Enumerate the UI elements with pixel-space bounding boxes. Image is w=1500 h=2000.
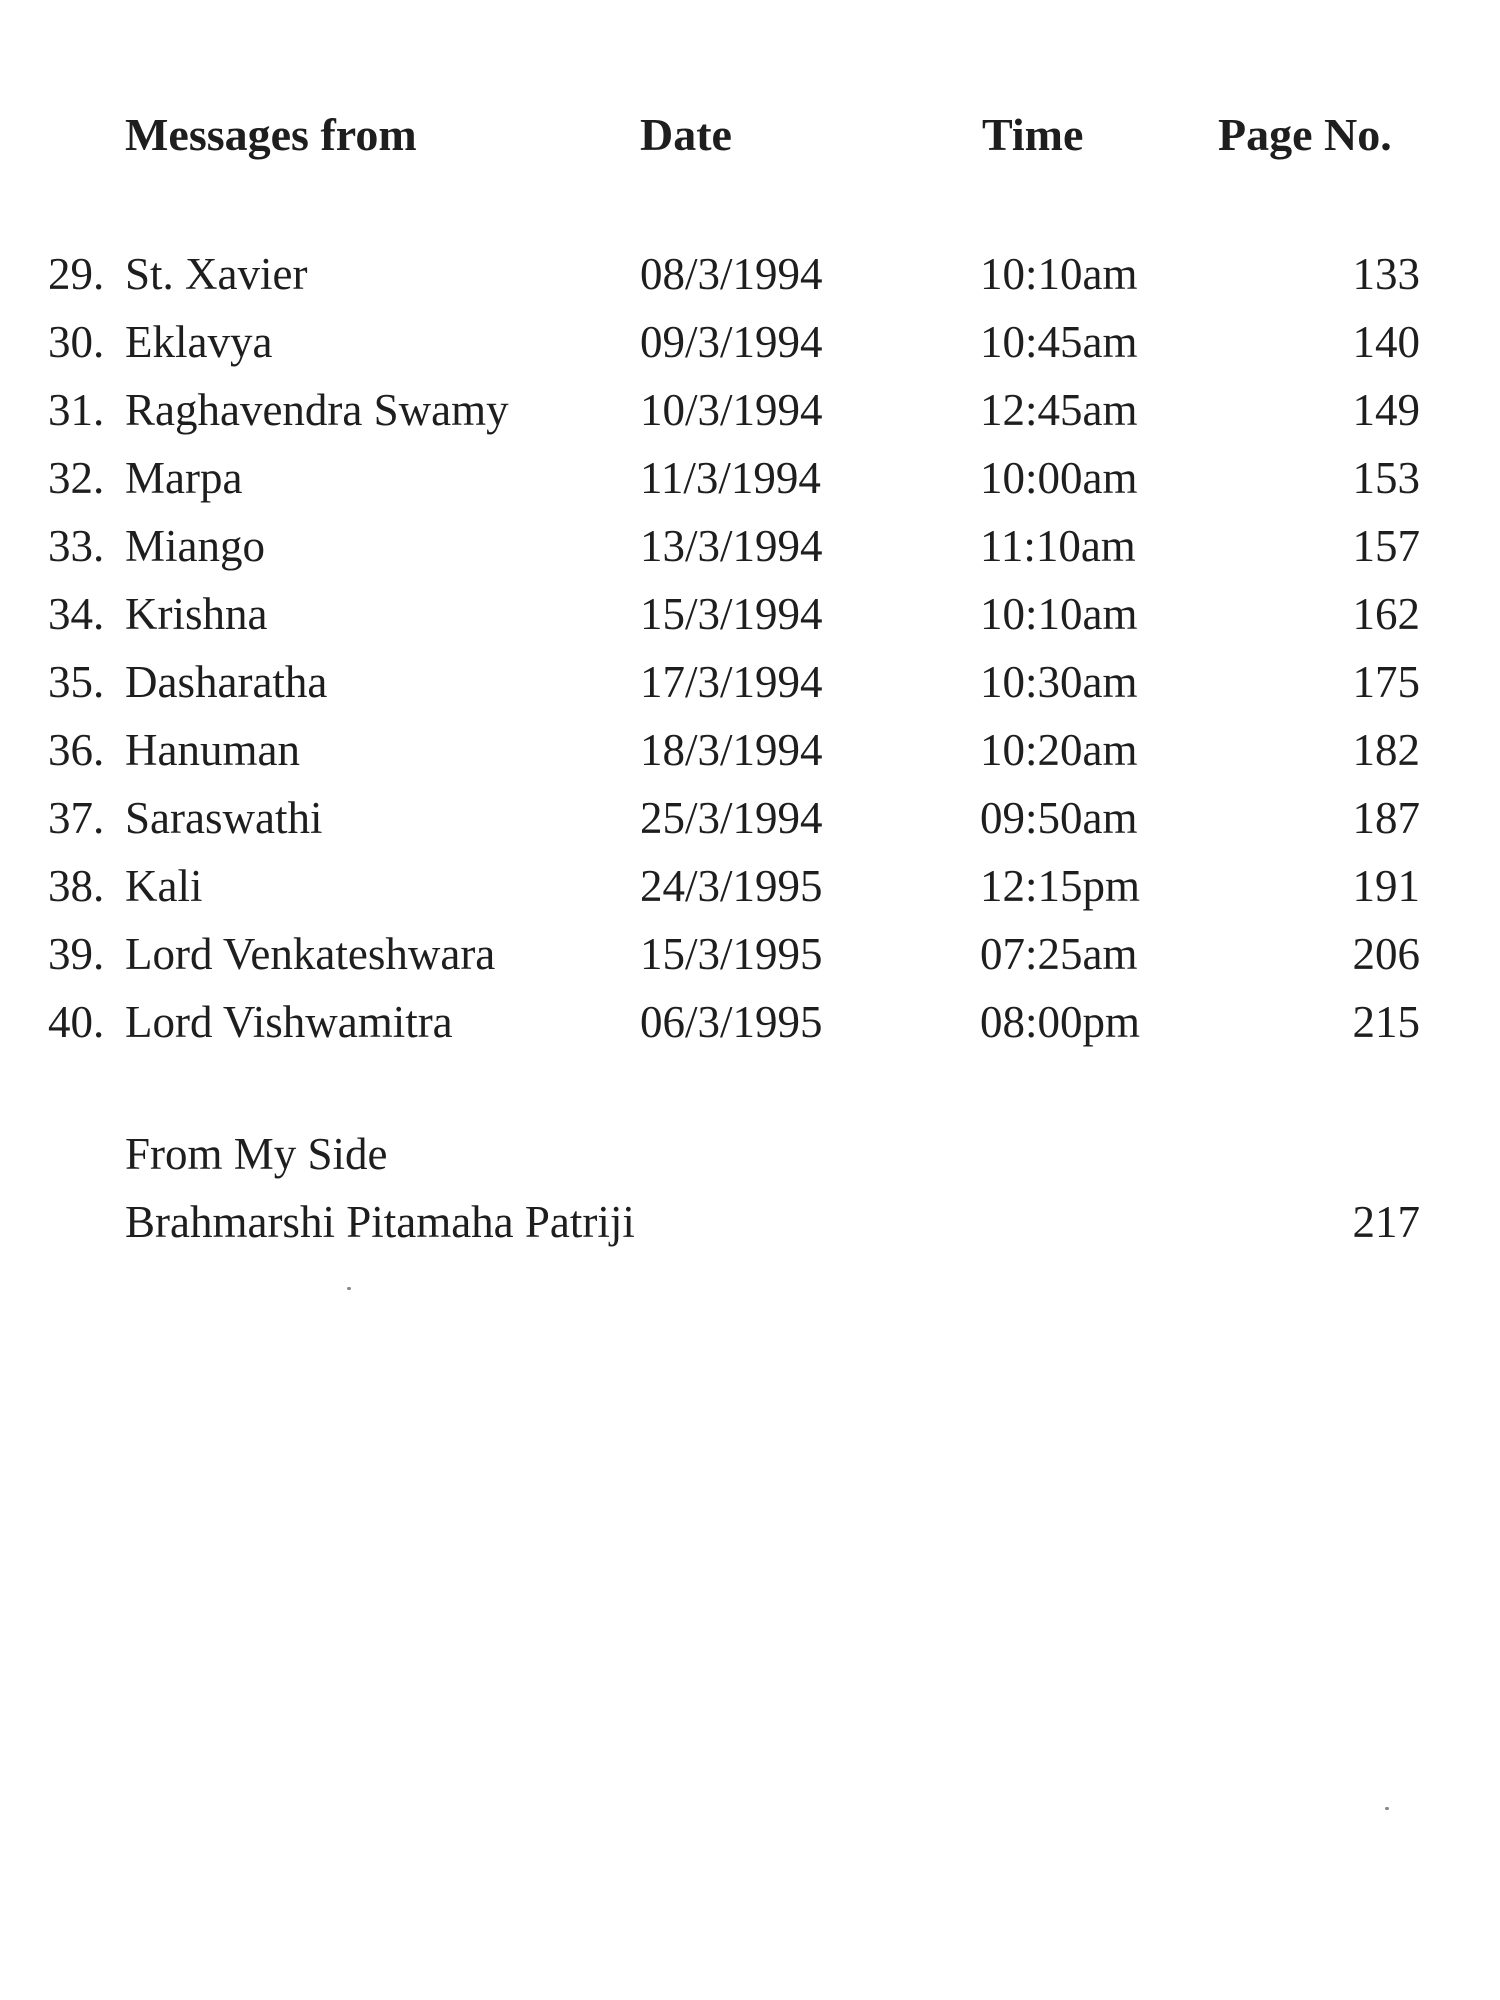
print-speck (347, 1287, 351, 1290)
from-my-side-label: From My Side (125, 1129, 388, 1179)
entry-date: 13/3/1994 (640, 521, 823, 571)
header-time: Time (982, 109, 1084, 160)
entry-number: 36. (48, 725, 105, 775)
entry-time: 09:50am (980, 793, 1138, 843)
entry-number: 39. (48, 929, 105, 979)
entry-page: 162 (1352, 589, 1420, 639)
entry-name: Miango (125, 521, 265, 571)
entry-time: 10:30am (980, 657, 1138, 707)
header-messages-from: Messages from (125, 109, 417, 160)
header-date: Date (640, 109, 732, 160)
toc-row (0, 248, 1500, 316)
toc-entries (0, 248, 1500, 1064)
entry-date: 17/3/1994 (640, 657, 823, 707)
entry-time: 10:45am (980, 317, 1138, 367)
entry-date: 09/3/1994 (640, 317, 823, 367)
entry-time: 11:10am (980, 521, 1136, 571)
toc-row (0, 656, 1500, 724)
entry-page: 215 (1352, 997, 1420, 1047)
footer-line (0, 1128, 1500, 1196)
entry-time: 08:00pm (980, 997, 1141, 1047)
entry-name: Krishna (125, 589, 268, 639)
entry-name: Raghavendra Swamy (125, 385, 509, 435)
footer-line (0, 1196, 1500, 1264)
entry-name: Eklavya (125, 317, 273, 367)
entry-number: 37. (48, 793, 105, 843)
entry-date: 10/3/1994 (640, 385, 823, 435)
entry-name: Dasharatha (125, 657, 328, 707)
entry-time: 10:00am (980, 453, 1138, 503)
author-entry-name: Brahmarshi Pitamaha Patriji (125, 1197, 635, 1247)
toc-row (0, 384, 1500, 452)
entry-name: St. Xavier (125, 249, 308, 299)
print-speck (1385, 1807, 1389, 1810)
toc-row (0, 316, 1500, 384)
toc-row (0, 520, 1500, 588)
entry-name: Marpa (125, 453, 243, 503)
entry-page: 206 (1352, 929, 1420, 979)
toc-row (0, 928, 1500, 996)
entry-date: 18/3/1994 (640, 725, 823, 775)
entry-number: 33. (48, 521, 105, 571)
header-page-no: Page No. (1218, 109, 1392, 160)
table-header (0, 108, 1500, 168)
entry-page: 133 (1352, 249, 1420, 299)
entry-page: 157 (1352, 521, 1420, 571)
entry-page: 187 (1352, 793, 1420, 843)
entry-date: 15/3/1995 (640, 929, 823, 979)
entry-time: 10:10am (980, 589, 1138, 639)
toc-footer (0, 1128, 1500, 1264)
entry-time: 12:45am (980, 385, 1138, 435)
entry-time: 10:10am (980, 249, 1138, 299)
entry-page: 175 (1352, 657, 1420, 707)
toc-row (0, 996, 1500, 1064)
entry-date: 24/3/1995 (640, 861, 823, 911)
entry-number: 29. (48, 249, 105, 299)
toc-row (0, 588, 1500, 656)
toc-row (0, 860, 1500, 928)
entry-date: 25/3/1994 (640, 793, 823, 843)
entry-number: 38. (48, 861, 105, 911)
entry-page: 191 (1352, 861, 1420, 911)
entry-name: Kali (125, 861, 203, 911)
entry-name: Lord Vishwamitra (125, 997, 453, 1047)
entry-number: 34. (48, 589, 105, 639)
entry-page: 140 (1352, 317, 1420, 367)
entry-time: 10:20am (980, 725, 1138, 775)
entry-name: Lord Venkateshwara (125, 929, 496, 979)
entry-time: 12:15pm (980, 861, 1141, 911)
entry-date: 11/3/1994 (640, 453, 821, 503)
entry-name: Hanuman (125, 725, 300, 775)
entry-date: 08/3/1994 (640, 249, 823, 299)
entry-date: 15/3/1994 (640, 589, 823, 639)
entry-number: 30. (48, 317, 105, 367)
author-entry-page: 217 (1352, 1197, 1420, 1247)
entry-name: Saraswathi (125, 793, 323, 843)
entry-number: 40. (48, 997, 105, 1047)
entry-date: 06/3/1995 (640, 997, 823, 1047)
toc-row (0, 792, 1500, 860)
entry-time: 07:25am (980, 929, 1138, 979)
entry-number: 31. (48, 385, 105, 435)
entry-page: 153 (1352, 453, 1420, 503)
toc-row (0, 452, 1500, 520)
entry-number: 35. (48, 657, 105, 707)
entry-number: 32. (48, 453, 105, 503)
entry-page: 182 (1352, 725, 1420, 775)
toc-row (0, 724, 1500, 792)
entry-page: 149 (1352, 385, 1420, 435)
